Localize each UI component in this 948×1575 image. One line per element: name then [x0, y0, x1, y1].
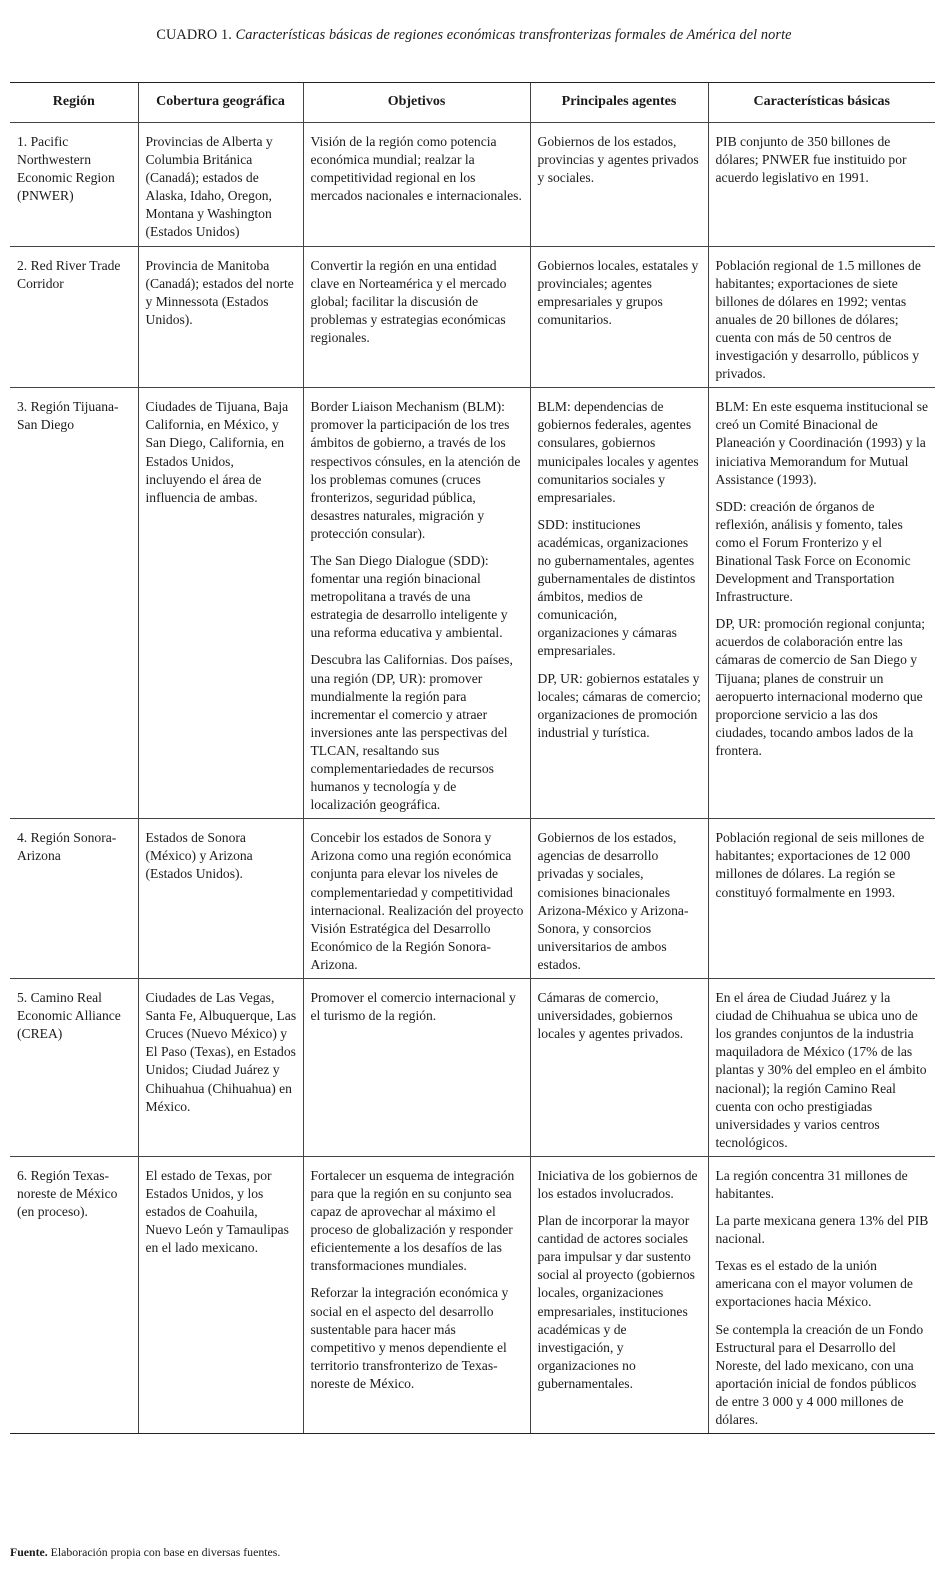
caracteristicas-text: La parte mexicana genera 13% del PIB nacional. [715, 1213, 929, 1247]
header-agentes: Principales agentes [530, 83, 708, 123]
source-note [10, 1545, 280, 1560]
table-row [10, 819, 935, 979]
objetivos-cell [303, 1156, 530, 1433]
header-region: Región [10, 83, 138, 123]
agentes-text: Cámaras de comercio, universidades, gobiernos locales y agentes privados. [537, 990, 684, 1042]
agentes-text: Gobiernos de los estados, agencias de desarrollo privadas y sociales, comisiones binacionales Arizona-México y Arizona-Sonora, y consorcios universitarios de ambos estados. [537, 830, 689, 972]
table-title [0, 27, 948, 44]
table-row [10, 979, 935, 1157]
cobertura-cell: El estado de Texas, por Estados Unidos, y los estados de Coahuila, Nuevo León y Tamaulipas en el lado mexicano. [138, 1156, 303, 1433]
agentes-cell [530, 979, 708, 1157]
header-objetivos: Objetivos [303, 83, 530, 123]
objetivos-text: Descubra las Californias. Dos países, una región (DP, UR): promover mundialmente la región para incrementar el comercio y atraer inversiones ante las perspectivas del TLCAN, resaltando sus complementariedades de recursos humanos y tecnología y de localización geográfica. [310, 652, 513, 813]
table-row [10, 246, 935, 388]
agentes-cell [530, 388, 708, 819]
caracteristicas-text: DP, UR: promoción regional conjunta; acuerdos de colaboración entre las cámaras de comercio de San Diego y Tijuana; planes de construir un aeropuerto internacional moderno que proporcione servicio a las dos ciudades, tocando ambos lados de la frontera. [715, 616, 926, 758]
caracteristicas-text: BLM: En este esquema institucional se creó un Comité Binacional de Planeación y Coordinación (1993) y la iniciativa Memorandum for Mutual Assistance (1993). [715, 399, 929, 487]
table-row [10, 1156, 935, 1433]
objetivos-cell [303, 979, 530, 1157]
caracteristicas-cell [708, 388, 935, 819]
caracteristicas-text: Población regional de seis millones de habitantes; exportaciones de 12 000 millones de dólares. La región se constituyó formalmente en 1993. [715, 830, 925, 900]
objetivos-cell [303, 819, 530, 979]
agentes-text: Gobiernos locales, estatales y provinciales; agentes empresariales y grupos comunitarios. [537, 257, 699, 327]
objetivos-cell [303, 388, 530, 819]
source-label: Fuente. [10, 1545, 48, 1559]
cobertura-cell: Ciudades de Tijuana, Baja California, en México, y San Diego, California, en Estados Unidos, incluyendo el área de influencia de ambas. [138, 388, 303, 819]
header-cobertura: Cobertura geográfica [138, 83, 303, 123]
caracteristicas-cell [708, 979, 935, 1157]
cobertura-cell: Ciudades de Las Vegas, Santa Fe, Albuquerque, Las Cruces (Nuevo México) y El Paso (Texas), en Estados Unidos; Ciudad Juárez y Chihuahua (Chihuahua) en México. [138, 979, 303, 1157]
cobertura-cell: Provincia de Manitoba (Canadá); estados del norte y Minnessota (Estados Unidos). [138, 246, 303, 388]
caracteristicas-text: La región concentra 31 millones de habitantes. [715, 1167, 908, 1201]
objetivos-text: Promover el comercio internacional y el turismo de la región. [310, 990, 516, 1024]
cobertura-cell: Estados de Sonora (México) y Arizona (Estados Unidos). [138, 819, 303, 979]
caracteristicas-text: SDD: creación de órganos de reflexión, análisis y fomento, tales como el Forum Fronterizo y el Binational Task Force on Economic Development and Transportation Infrastructure. [715, 498, 911, 605]
caracteristicas-cell [708, 819, 935, 979]
agentes-text: Plan de incorporar la mayor cantidad de actores sociales para impulsar y dar sustento social al proyecto (gobiernos locales, organizaciones empresariales, instituciones académicas y de investigación, y organizaciones no gubernamentales. [537, 1213, 695, 1391]
caracteristicas-cell [708, 246, 935, 388]
agentes-cell [530, 1156, 708, 1433]
region-cell: 2. Red River Trade Corridor [10, 246, 138, 388]
region-cell: 5. Camino Real Economic Alliance (CREA) [10, 979, 138, 1157]
objetivos-text: Fortalecer un esquema de integración para que la región en su conjunto sea capaz de aprovechar al máximo el proceso de globalización y responder eficientemente a los desafíos de las transformaciones mundiales. [310, 1167, 515, 1274]
agentes-cell [530, 819, 708, 979]
table-title-label: CUADRO 1. [156, 27, 232, 43]
objetivos-text: Border Liaison Mechanism (BLM): promover la participación de los tres ámbitos de gobierno, a través de los respectivos cónsules, en la atención de los problemas comunes (cruces fronterizos, seguridad pública, desastres naturales, migración y protección consular). [310, 399, 521, 541]
agentes-text: Gobiernos de los estados, provincias y agentes privados y sociales. [537, 134, 699, 186]
source-text: Elaboración propia con base en diversas fuentes. [50, 1545, 281, 1559]
agentes-cell [530, 123, 708, 247]
objetivos-text: Visión de la región como potencia económica mundial; realzar la competitividad regional en los mercados nacionales e internacionales. [310, 134, 522, 204]
agentes-text: Iniciativa de los gobiernos de los estados involucrados. [537, 1167, 698, 1201]
objetivos-text: The San Diego Dialogue (SDD): fomentar una región binacional metropolitana a través de una estrategia de desarrollo inteligente y una reforma educativa y ambiental. [310, 552, 508, 641]
objetivos-text: Convertir la región en una entidad clave en Norteamérica y el mercado global; facilitar la discusión de problemas y estrategias económicas regionales. [310, 257, 507, 345]
agentes-cell [530, 246, 708, 388]
agentes-text: DP, UR: gobiernos estatales y locales; cámaras de comercio; organizaciones de promoción industrial y turística. [537, 670, 701, 740]
region-cell: 6. Región Texas-noreste de México (en proceso). [10, 1156, 138, 1433]
caracteristicas-cell [708, 1156, 935, 1433]
agentes-text: BLM: dependencias de gobiernos federales, agentes consulares, gobiernos municipales locales y agentes comunitarios sociales y empresariales. [537, 399, 699, 505]
cobertura-cell: Provincias de Alberta y Columbia Británica (Canadá); estados de Alaska, Idaho, Oregon, Montana y Washington (Estados Unidos) [138, 123, 303, 247]
caracteristicas-text: Población regional de 1.5 millones de habitantes; exportaciones de siete billones de dólares en 1992; ventas anuales de 20 billones de dólares; cuenta con más de 50 centros de investigación y desarrollo, públicos y privados. [715, 257, 921, 382]
objetivos-cell [303, 123, 530, 247]
header-row [10, 83, 935, 123]
caracteristicas-text: Texas es el estado de la unión americana con el mayor volumen de exportaciones hacia México. [715, 1258, 913, 1310]
caracteristicas-text: PIB conjunto de 350 billones de dólares; PNWER fue instituido por acuerdo legislativo en 1991. [715, 134, 907, 186]
table-row [10, 123, 935, 247]
header-caracteristicas: Características básicas [708, 83, 935, 123]
agentes-text: SDD: instituciones académicas, organizaciones no gubernamentales, agentes gubernamentales de distintos ámbitos, medios de comunicación, organizaciones y cámaras empresariales. [537, 516, 696, 659]
caracteristicas-text: En el área de Ciudad Juárez y la ciudad de Chihuahua se ubica uno de los grandes conjuntos de la industria maquiladora de México (17% de las plantas y 30% del empleo en el ámbito nacional); la región Camino Real cuenta con ocho prestigiadas universidades y varios centros tecnológicos. [715, 990, 927, 1150]
table-title-text: Características básicas de regiones económicas transfronterizas formales de América del norte [235, 27, 792, 43]
caracteristicas-text: Se contempla la creación de un Fondo Estructural para el Desarrollo del Noreste, del lado mexicano, con una aportación inicial de fondos públicos de entre 3 000 y 4 000 millones de dólares. [715, 1321, 924, 1427]
objetivos-cell [303, 246, 530, 388]
objetivos-text: Concebir los estados de Sonora y Arizona como una región económica conjunta para elevar los niveles de complementariedad y competitividad internacional. Realización del proyecto Visión Estratégica del Desarrollo Económico de la Región Sonora-Arizona. [310, 830, 524, 972]
region-cell: 3. Región Tijuana-San Diego [10, 388, 138, 819]
table-row [10, 388, 935, 819]
region-cell: 1. Pacific Northwestern Economic Region (PNWER) [10, 123, 138, 247]
objetivos-text: Reforzar la integración económica y social en el aspecto del desarrollo sustentable para hacer más competitivo y menos dependiente el territorio transfronterizo de Texas-noreste de México. [310, 1285, 509, 1391]
caracteristicas-cell [708, 123, 935, 247]
regions-table [10, 82, 935, 1434]
region-cell: 4. Región Sonora-Arizona [10, 819, 138, 979]
